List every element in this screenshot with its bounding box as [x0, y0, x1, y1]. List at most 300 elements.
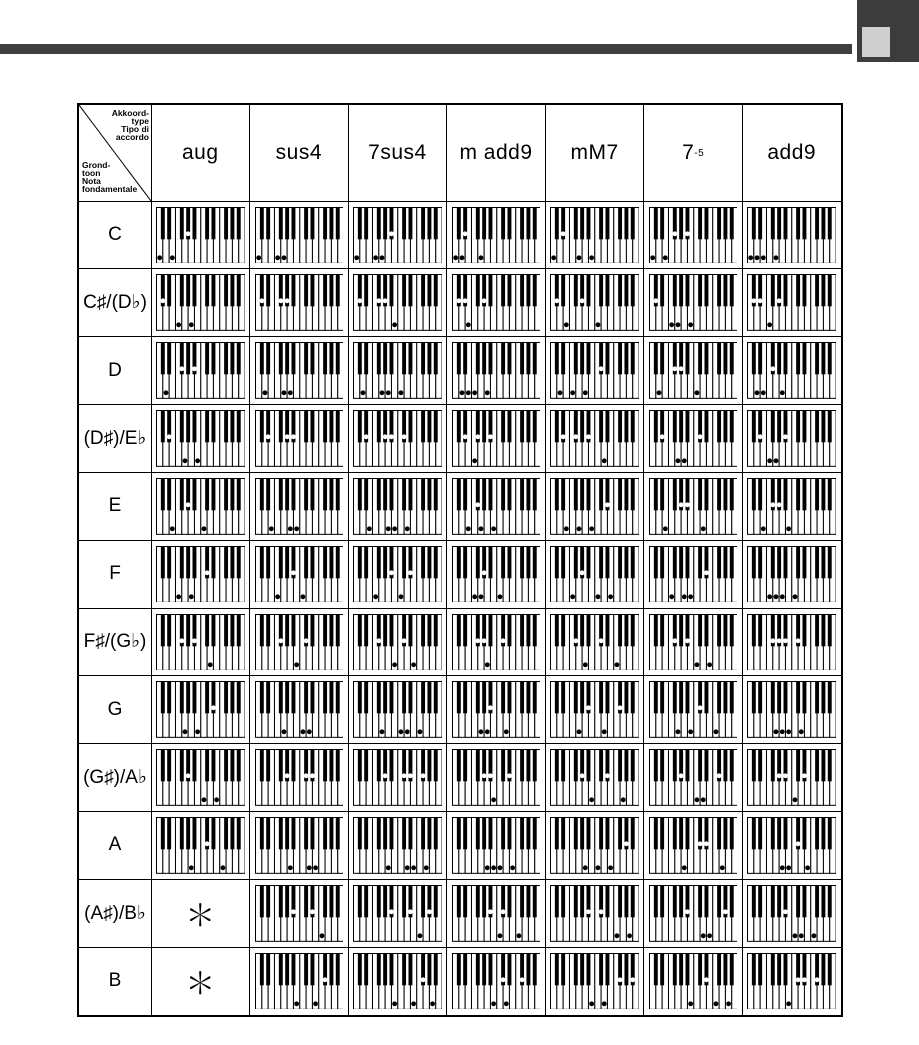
- black-key: [599, 750, 603, 782]
- chord-keyboard: [255, 478, 344, 535]
- note-dot: [815, 977, 820, 982]
- black-key: [618, 750, 622, 782]
- black-key: [304, 343, 308, 375]
- chord-keyboard: [353, 410, 442, 467]
- black-key: [358, 953, 362, 985]
- note-dot: [783, 774, 788, 779]
- note-dot: [586, 706, 591, 711]
- chord-keyboard: [452, 478, 541, 535]
- black-key: [230, 818, 234, 850]
- black-key: [778, 682, 782, 714]
- black-key: [580, 953, 584, 985]
- black-key: [501, 411, 505, 443]
- black-key: [507, 682, 511, 714]
- black-key: [266, 818, 270, 850]
- note-dot: [291, 909, 296, 914]
- black-key: [180, 207, 184, 239]
- black-key: [230, 207, 234, 239]
- chord-keyboard: [156, 681, 245, 738]
- black-key: [259, 478, 263, 510]
- black-key: [679, 885, 683, 917]
- black-key: [752, 885, 756, 917]
- black-key: [237, 818, 241, 850]
- black-key: [224, 614, 228, 646]
- black-key: [266, 343, 270, 375]
- black-key: [285, 478, 289, 510]
- note-dot: [170, 526, 175, 531]
- black-key: [520, 885, 524, 917]
- black-key: [828, 343, 832, 375]
- note-dot: [214, 798, 219, 803]
- black-key: [259, 885, 263, 917]
- black-key: [383, 818, 387, 850]
- black-key: [803, 275, 807, 307]
- black-key: [323, 682, 327, 714]
- chord-keyboard: [747, 885, 836, 942]
- black-key: [237, 478, 241, 510]
- black-key: [310, 546, 314, 578]
- black-key: [561, 343, 565, 375]
- black-key: [230, 478, 234, 510]
- black-key: [717, 343, 721, 375]
- chord-keyboard: [452, 749, 541, 806]
- black-key: [685, 953, 689, 985]
- note-dot: [755, 255, 760, 260]
- black-key: [329, 682, 333, 714]
- black-key: [501, 818, 505, 850]
- black-key: [291, 953, 295, 985]
- black-key: [828, 478, 832, 510]
- note-dot: [294, 526, 299, 531]
- black-key: [421, 411, 425, 443]
- note-dot: [284, 434, 289, 439]
- note-dot: [707, 933, 712, 938]
- note-dot: [596, 865, 601, 870]
- note-dot: [771, 502, 776, 507]
- note-dot: [459, 255, 464, 260]
- note-dot: [507, 774, 512, 779]
- black-key: [304, 818, 308, 850]
- chord-keyboard: [452, 817, 541, 874]
- black-key: [409, 343, 413, 375]
- black-key: [329, 343, 333, 375]
- black-key: [822, 207, 826, 239]
- black-key: [797, 478, 801, 510]
- black-key: [310, 343, 314, 375]
- note-dot: [478, 255, 483, 260]
- black-key: [752, 546, 756, 578]
- black-key: [329, 614, 333, 646]
- black-key: [631, 343, 635, 375]
- note-dot: [386, 391, 391, 396]
- black-key: [266, 682, 270, 714]
- black-key: [520, 546, 524, 578]
- black-key: [673, 953, 677, 985]
- black-key: [488, 478, 492, 510]
- note-dot: [774, 458, 779, 463]
- black-key: [266, 953, 270, 985]
- black-key: [488, 614, 492, 646]
- black-key: [654, 750, 658, 782]
- black-key: [778, 953, 782, 985]
- black-key: [673, 478, 677, 510]
- black-key: [421, 885, 425, 917]
- note-dot: [392, 323, 397, 328]
- note-dot: [186, 774, 191, 779]
- chord-keyboard: [452, 885, 541, 942]
- black-key: [606, 275, 610, 307]
- black-key: [377, 411, 381, 443]
- black-key: [797, 343, 801, 375]
- note-dot: [485, 391, 490, 396]
- black-key: [520, 614, 524, 646]
- black-key: [803, 818, 807, 850]
- note-dot: [653, 299, 658, 304]
- black-key: [797, 682, 801, 714]
- note-dot: [590, 798, 595, 803]
- black-key: [434, 411, 438, 443]
- black-key: [211, 478, 215, 510]
- black-key: [520, 478, 524, 510]
- note-dot: [599, 367, 604, 372]
- note-dot: [380, 730, 385, 735]
- note-dot: [386, 526, 391, 531]
- black-key: [631, 614, 635, 646]
- note-dot: [189, 865, 194, 870]
- black-key: [259, 953, 263, 985]
- black-key: [574, 546, 578, 578]
- chord-keyboard: [353, 478, 442, 535]
- black-key: [390, 275, 394, 307]
- black-key: [723, 818, 727, 850]
- note-dot: [284, 774, 289, 779]
- grid-hline: [79, 336, 841, 337]
- note-dot: [322, 977, 327, 982]
- black-key: [304, 275, 308, 307]
- note-dot: [758, 434, 763, 439]
- black-key: [778, 207, 782, 239]
- note-dot: [256, 255, 261, 260]
- black-key: [335, 275, 339, 307]
- black-key: [364, 546, 368, 578]
- black-key: [266, 614, 270, 646]
- black-key: [771, 275, 775, 307]
- black-key: [816, 478, 820, 510]
- black-key: [358, 411, 362, 443]
- note-dot: [799, 933, 804, 938]
- black-key: [488, 953, 492, 985]
- black-key: [364, 478, 368, 510]
- black-key: [723, 207, 727, 239]
- black-key: [784, 953, 788, 985]
- note-dot: [488, 706, 493, 711]
- black-key: [587, 546, 591, 578]
- black-key: [383, 207, 387, 239]
- black-key: [532, 750, 536, 782]
- black-key: [323, 411, 327, 443]
- chord-keyboard: [353, 817, 442, 874]
- black-key: [723, 343, 727, 375]
- note-dot: [596, 594, 601, 599]
- black-key: [428, 478, 432, 510]
- note-dot: [777, 502, 782, 507]
- note-dot: [768, 594, 773, 599]
- black-key: [266, 750, 270, 782]
- note-dot: [780, 391, 785, 396]
- note-dot: [472, 458, 477, 463]
- chord-keyboard: [649, 410, 738, 467]
- black-key: [803, 478, 807, 510]
- black-key: [673, 275, 677, 307]
- black-key: [606, 953, 610, 985]
- black-key: [161, 614, 165, 646]
- note-dot: [605, 774, 610, 779]
- chord-keyboard: [156, 546, 245, 603]
- black-key: [784, 682, 788, 714]
- black-key: [428, 614, 432, 646]
- note-dot: [679, 774, 684, 779]
- black-key: [587, 343, 591, 375]
- black-key: [759, 207, 763, 239]
- black-key: [428, 207, 432, 239]
- black-key: [816, 275, 820, 307]
- black-key: [224, 546, 228, 578]
- black-key: [574, 818, 578, 850]
- note-dot: [679, 502, 684, 507]
- black-key: [606, 818, 610, 850]
- black-key: [323, 343, 327, 375]
- black-key: [358, 750, 362, 782]
- chord-keyboard: [255, 885, 344, 942]
- black-key: [167, 343, 171, 375]
- black-key: [434, 478, 438, 510]
- black-key: [526, 614, 530, 646]
- black-key: [364, 207, 368, 239]
- corner-type-line2: type: [131, 116, 149, 126]
- black-key: [457, 682, 461, 714]
- black-key: [526, 478, 530, 510]
- black-key: [457, 953, 461, 985]
- grid-hline: [79, 268, 841, 269]
- black-key: [587, 275, 591, 307]
- black-key: [654, 343, 658, 375]
- black-key: [167, 614, 171, 646]
- black-key: [211, 411, 215, 443]
- note-dot: [596, 323, 601, 328]
- black-key: [237, 750, 241, 782]
- root-note-label: C♯/(D♭): [83, 292, 147, 314]
- black-key: [599, 818, 603, 850]
- black-key: [704, 750, 708, 782]
- black-key: [660, 275, 664, 307]
- note-dot: [771, 367, 776, 372]
- black-key: [816, 207, 820, 239]
- chord-keyboard: [156, 342, 245, 399]
- black-key: [797, 546, 801, 578]
- black-key: [587, 750, 591, 782]
- black-key: [526, 546, 530, 578]
- black-key: [167, 750, 171, 782]
- note-dot: [399, 391, 404, 396]
- note-dot: [758, 299, 763, 304]
- note-dot: [672, 231, 677, 236]
- note-dot: [497, 933, 502, 938]
- black-key: [383, 614, 387, 646]
- note-dot: [755, 391, 760, 396]
- chord-keyboard: [550, 546, 639, 603]
- black-key: [797, 885, 801, 917]
- note-dot: [704, 841, 709, 846]
- black-key: [463, 818, 467, 850]
- corner-type-line1: Akkoord-: [111, 108, 149, 118]
- note-dot: [571, 594, 576, 599]
- black-key: [822, 546, 826, 578]
- note-dot: [383, 299, 388, 304]
- note-dot: [602, 730, 607, 735]
- black-key: [507, 546, 511, 578]
- grid-hline: [79, 743, 841, 744]
- note-dot: [408, 774, 413, 779]
- black-key: [161, 411, 165, 443]
- note-dot: [179, 638, 184, 643]
- corner-root-line4: fondamentale: [82, 184, 138, 194]
- note-dot: [796, 841, 801, 846]
- unavailable-mark: ＊: [185, 899, 216, 935]
- black-key: [167, 207, 171, 239]
- black-key: [186, 682, 190, 714]
- note-dot: [481, 774, 486, 779]
- black-key: [723, 750, 727, 782]
- note-dot: [631, 977, 636, 982]
- black-key: [561, 614, 565, 646]
- note-dot: [313, 865, 318, 870]
- black-key: [161, 818, 165, 850]
- note-dot: [287, 526, 292, 531]
- black-key: [660, 682, 664, 714]
- chord-keyboard: [452, 342, 541, 399]
- note-dot: [561, 434, 566, 439]
- black-key: [532, 411, 536, 443]
- note-dot: [411, 662, 416, 667]
- chord-keyboard: [649, 614, 738, 671]
- note-dot: [583, 865, 588, 870]
- black-key: [660, 546, 664, 578]
- chord-type-name: m add9: [459, 141, 533, 164]
- black-key: [654, 478, 658, 510]
- black-key: [230, 682, 234, 714]
- black-key: [587, 614, 591, 646]
- black-key: [704, 411, 708, 443]
- note-dot: [462, 231, 467, 236]
- black-key: [752, 614, 756, 646]
- black-key: [259, 546, 263, 578]
- black-key: [335, 750, 339, 782]
- black-key: [409, 682, 413, 714]
- black-key: [457, 818, 461, 850]
- black-key: [161, 478, 165, 510]
- black-key: [482, 411, 486, 443]
- chord-keyboard: [550, 885, 639, 942]
- black-key: [574, 750, 578, 782]
- chord-keyboard: [649, 817, 738, 874]
- black-key: [266, 546, 270, 578]
- note-dot: [685, 909, 690, 914]
- note-dot: [688, 594, 693, 599]
- chord-keyboard: [649, 478, 738, 535]
- black-key: [520, 207, 524, 239]
- note-dot: [574, 638, 579, 643]
- black-key: [310, 275, 314, 307]
- note-dot: [704, 977, 709, 982]
- note-dot: [466, 526, 471, 531]
- note-dot: [787, 865, 792, 870]
- black-key: [580, 682, 584, 714]
- black-key: [266, 275, 270, 307]
- note-dot: [160, 299, 165, 304]
- note-dot: [675, 458, 680, 463]
- black-key: [704, 343, 708, 375]
- black-key: [364, 275, 368, 307]
- black-key: [698, 207, 702, 239]
- grid-hline: [79, 540, 841, 541]
- note-dot: [411, 865, 416, 870]
- black-key: [335, 343, 339, 375]
- black-key: [606, 343, 610, 375]
- chord-keyboard: [353, 953, 442, 1010]
- black-key: [205, 275, 209, 307]
- black-key: [180, 275, 184, 307]
- black-key: [421, 818, 425, 850]
- note-dot: [777, 638, 782, 643]
- black-key: [520, 750, 524, 782]
- black-key: [555, 953, 559, 985]
- black-key: [555, 207, 559, 239]
- note-dot: [663, 526, 668, 531]
- black-key: [730, 682, 734, 714]
- note-dot: [389, 231, 394, 236]
- note-dot: [287, 865, 292, 870]
- note-dot: [183, 730, 188, 735]
- chord-keyboard: [550, 681, 639, 738]
- note-dot: [281, 255, 286, 260]
- black-key: [205, 614, 209, 646]
- black-key: [205, 750, 209, 782]
- note-dot: [291, 570, 296, 575]
- chord-type-header: [644, 105, 743, 201]
- note-dot: [564, 526, 569, 531]
- note-dot: [675, 323, 680, 328]
- black-key: [390, 682, 394, 714]
- note-dot: [497, 865, 502, 870]
- black-key: [532, 614, 536, 646]
- note-dot: [806, 865, 811, 870]
- black-key: [532, 546, 536, 578]
- black-key: [237, 207, 241, 239]
- chord-keyboard: [353, 207, 442, 264]
- black-key: [463, 885, 467, 917]
- black-key: [364, 682, 368, 714]
- note-dot: [294, 662, 299, 667]
- black-key: [555, 818, 559, 850]
- black-key: [278, 343, 282, 375]
- black-key: [463, 750, 467, 782]
- black-key: [323, 478, 327, 510]
- chord-keyboard: [353, 546, 442, 603]
- black-key: [434, 343, 438, 375]
- black-key: [205, 682, 209, 714]
- black-key: [186, 343, 190, 375]
- black-key: [660, 207, 664, 239]
